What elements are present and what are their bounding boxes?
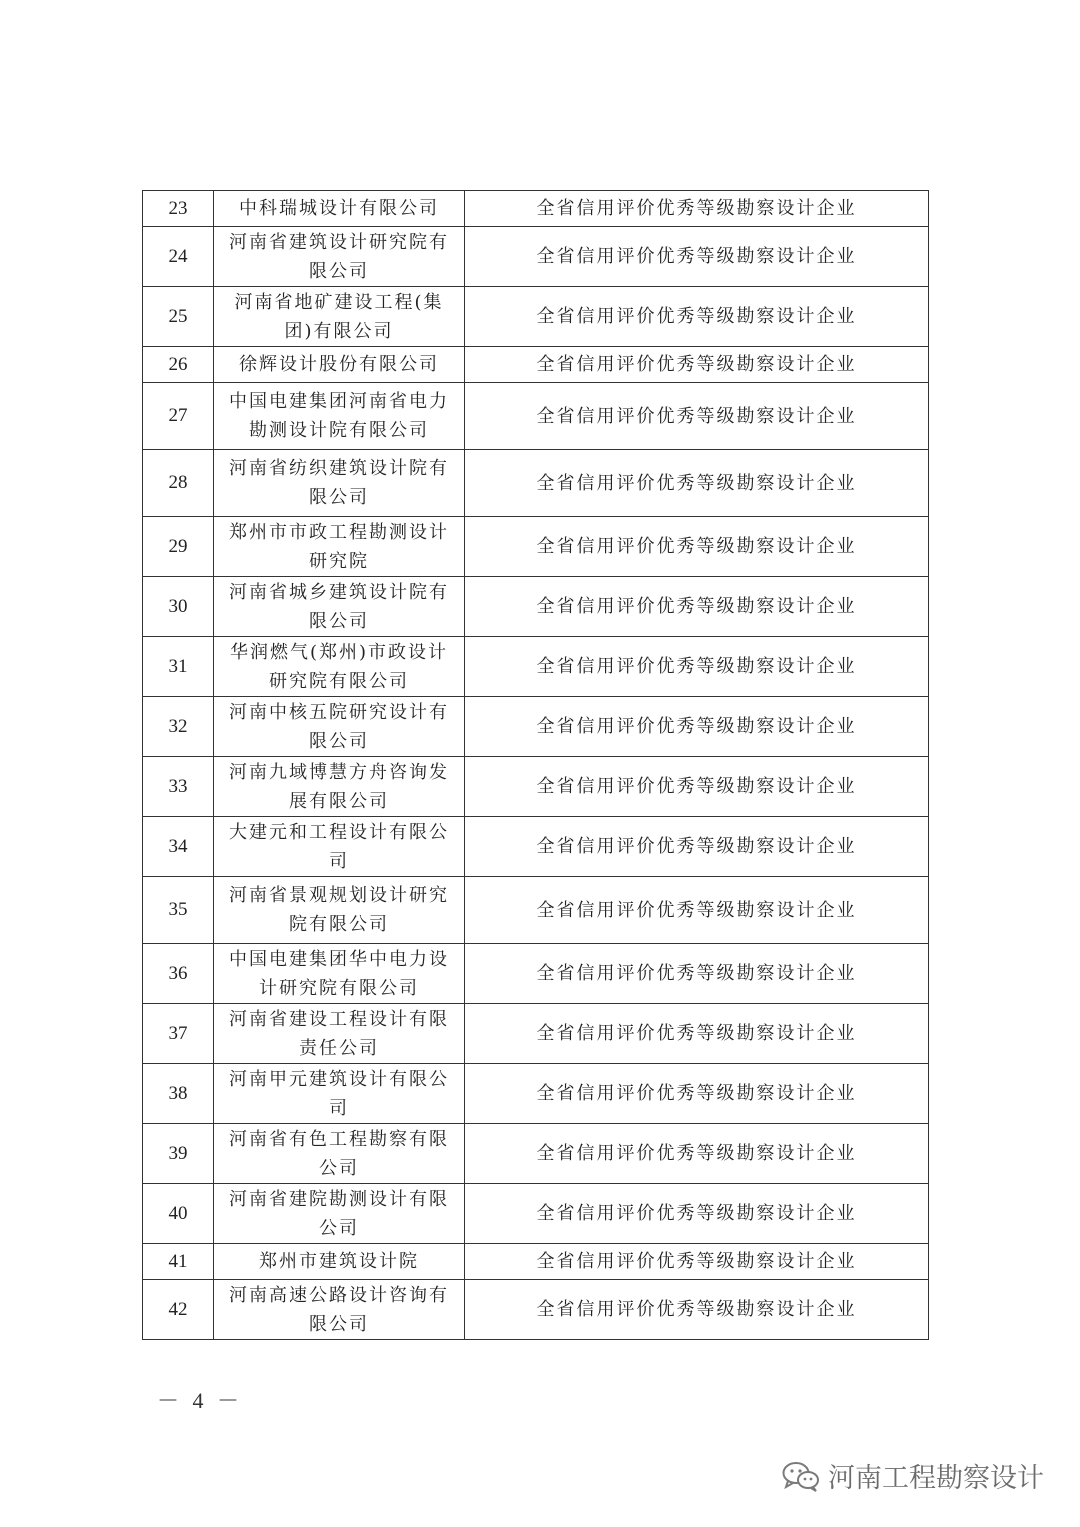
award-title: 全省信用评价优秀等级勘察设计企业 bbox=[465, 1064, 929, 1124]
table-row bbox=[143, 227, 929, 287]
row-number: 37 bbox=[143, 1004, 214, 1064]
company-name bbox=[214, 1064, 465, 1124]
table-row bbox=[143, 757, 929, 817]
company-name bbox=[214, 697, 465, 757]
row-number: 39 bbox=[143, 1124, 214, 1184]
company-name-line: 河南省建筑设计研究院有 bbox=[229, 231, 449, 253]
company-name bbox=[214, 1124, 465, 1184]
company-name-line: 团)有限公司 bbox=[284, 320, 394, 342]
company-name-line: 展有限公司 bbox=[289, 790, 389, 812]
table-row bbox=[143, 191, 929, 227]
table-row bbox=[143, 517, 929, 577]
award-title: 全省信用评价优秀等级勘察设计企业 bbox=[465, 347, 929, 383]
company-name bbox=[214, 944, 465, 1004]
table-row bbox=[143, 817, 929, 877]
company-name-line: 河南省有色工程勘察有限 bbox=[229, 1128, 449, 1150]
company-name-line: 限公司 bbox=[309, 260, 369, 282]
company-name bbox=[214, 1184, 465, 1244]
company-name bbox=[214, 383, 465, 450]
company-name-line: 河南高速公路设计咨询有 bbox=[229, 1284, 449, 1306]
company-name bbox=[214, 577, 465, 637]
award-title: 全省信用评价优秀等级勘察设计企业 bbox=[465, 1280, 929, 1340]
company-name-line: 中科瑞城设计有限公司 bbox=[239, 198, 439, 219]
company-name-line: 河南九域博慧方舟咨询发 bbox=[229, 761, 449, 783]
row-number: 32 bbox=[143, 697, 214, 757]
company-name bbox=[214, 637, 465, 697]
company-name-line: 研究院 bbox=[309, 550, 369, 572]
table-row bbox=[143, 383, 929, 450]
company-name bbox=[214, 1244, 465, 1280]
table-row bbox=[143, 1124, 929, 1184]
company-name bbox=[214, 1004, 465, 1064]
company-name bbox=[214, 517, 465, 577]
wechat-icon bbox=[782, 1460, 820, 1492]
award-title: 全省信用评价优秀等级勘察设计企业 bbox=[465, 577, 929, 637]
award-title: 全省信用评价优秀等级勘察设计企业 bbox=[465, 287, 929, 347]
award-title: 全省信用评价优秀等级勘察设计企业 bbox=[465, 1244, 929, 1280]
row-number: 27 bbox=[143, 383, 214, 450]
company-name-line: 河南省景观规划设计研究 bbox=[229, 885, 449, 906]
company-name-line: 华润燃气(郑州)市政设计 bbox=[229, 641, 449, 663]
table-row bbox=[143, 1064, 929, 1124]
row-number: 38 bbox=[143, 1064, 214, 1124]
company-name-line: 研究院有限公司 bbox=[269, 670, 409, 692]
company-name-line: 勘测设计院有限公司 bbox=[249, 420, 429, 441]
table-row bbox=[143, 1280, 929, 1340]
company-list-table bbox=[142, 190, 929, 1340]
row-number: 23 bbox=[143, 191, 214, 227]
row-number: 40 bbox=[143, 1184, 214, 1244]
company-name bbox=[214, 191, 465, 227]
watermark-text: 河南工程勘察设计 bbox=[828, 1463, 1044, 1494]
company-name-line: 河南省建设工程设计有限 bbox=[229, 1008, 449, 1030]
row-number: 41 bbox=[143, 1244, 214, 1280]
table-row bbox=[143, 1004, 929, 1064]
award-title: 全省信用评价优秀等级勘察设计企业 bbox=[465, 383, 929, 450]
row-number: 33 bbox=[143, 757, 214, 817]
table-row bbox=[143, 347, 929, 383]
table-row bbox=[143, 1244, 929, 1280]
page-number: － 4 － bbox=[157, 1388, 244, 1413]
award-title: 全省信用评价优秀等级勘察设计企业 bbox=[465, 1184, 929, 1244]
company-name bbox=[214, 1280, 465, 1340]
company-name-line: 郑州市建筑设计院 bbox=[259, 1251, 419, 1272]
award-title: 全省信用评价优秀等级勘察设计企业 bbox=[465, 1124, 929, 1184]
company-name-line: 河南甲元建筑设计有限公 bbox=[229, 1068, 449, 1090]
company-name bbox=[214, 877, 465, 944]
company-name-line: 限公司 bbox=[309, 610, 369, 632]
company-name bbox=[214, 347, 465, 383]
award-title: 全省信用评价优秀等级勘察设计企业 bbox=[465, 191, 929, 227]
company-name-line: 中国电建集团华中电力设 bbox=[229, 948, 449, 970]
company-name bbox=[214, 450, 465, 517]
company-name-line: 河南省建院勘测设计有限 bbox=[229, 1188, 449, 1210]
row-number: 25 bbox=[143, 287, 214, 347]
award-title: 全省信用评价优秀等级勘察设计企业 bbox=[465, 637, 929, 697]
table-row bbox=[143, 877, 929, 944]
award-title: 全省信用评价优秀等级勘察设计企业 bbox=[465, 227, 929, 287]
row-number: 29 bbox=[143, 517, 214, 577]
table-row bbox=[143, 637, 929, 697]
award-title: 全省信用评价优秀等级勘察设计企业 bbox=[465, 450, 929, 517]
table-row bbox=[143, 1184, 929, 1244]
company-name-line: 司 bbox=[329, 1097, 349, 1119]
row-number: 35 bbox=[143, 877, 214, 944]
row-number: 24 bbox=[143, 227, 214, 287]
company-name bbox=[214, 817, 465, 877]
row-number: 36 bbox=[143, 944, 214, 1004]
company-name-line: 大建元和工程设计有限公 bbox=[229, 821, 449, 843]
award-title: 全省信用评价优秀等级勘察设计企业 bbox=[465, 1004, 929, 1064]
table-row bbox=[143, 944, 929, 1004]
award-title: 全省信用评价优秀等级勘察设计企业 bbox=[465, 517, 929, 577]
award-title: 全省信用评价优秀等级勘察设计企业 bbox=[465, 697, 929, 757]
company-name-line: 中国电建集团河南省电力 bbox=[229, 391, 449, 412]
company-name-line: 责任公司 bbox=[299, 1037, 379, 1059]
company-name-line: 限公司 bbox=[309, 730, 369, 752]
table-row bbox=[143, 287, 929, 347]
company-name-line: 郑州市市政工程勘测设计 bbox=[229, 521, 449, 543]
row-number: 28 bbox=[143, 450, 214, 517]
company-name-line: 河南省城乡建筑设计院有 bbox=[229, 581, 449, 603]
row-number: 42 bbox=[143, 1280, 214, 1340]
company-name bbox=[214, 757, 465, 817]
award-title: 全省信用评价优秀等级勘察设计企业 bbox=[465, 877, 929, 944]
company-name-line: 公司 bbox=[319, 1217, 359, 1239]
row-number: 31 bbox=[143, 637, 214, 697]
award-title: 全省信用评价优秀等级勘察设计企业 bbox=[465, 944, 929, 1004]
company-name-line: 计研究院有限公司 bbox=[259, 977, 419, 999]
table-row bbox=[143, 577, 929, 637]
row-number: 26 bbox=[143, 347, 214, 383]
table-row bbox=[143, 697, 929, 757]
table-row bbox=[143, 450, 929, 517]
company-name-line: 徐辉设计股份有限公司 bbox=[239, 354, 439, 375]
company-name bbox=[214, 287, 465, 347]
company-name-line: 河南省地矿建设工程(集 bbox=[234, 291, 444, 313]
company-name-line: 院有限公司 bbox=[289, 914, 389, 935]
company-name-line: 河南省纺织建筑设计院有 bbox=[229, 458, 449, 479]
award-title: 全省信用评价优秀等级勘察设计企业 bbox=[465, 757, 929, 817]
company-name-line: 公司 bbox=[319, 1157, 359, 1179]
company-name-line: 限公司 bbox=[309, 487, 369, 508]
company-name bbox=[214, 227, 465, 287]
row-number: 34 bbox=[143, 817, 214, 877]
row-number: 30 bbox=[143, 577, 214, 637]
company-name-line: 河南中核五院研究设计有 bbox=[229, 701, 449, 723]
wechat-watermark bbox=[782, 1456, 1044, 1495]
company-name-line: 司 bbox=[329, 850, 349, 872]
award-title: 全省信用评价优秀等级勘察设计企业 bbox=[465, 817, 929, 877]
company-name-line: 限公司 bbox=[309, 1313, 369, 1335]
